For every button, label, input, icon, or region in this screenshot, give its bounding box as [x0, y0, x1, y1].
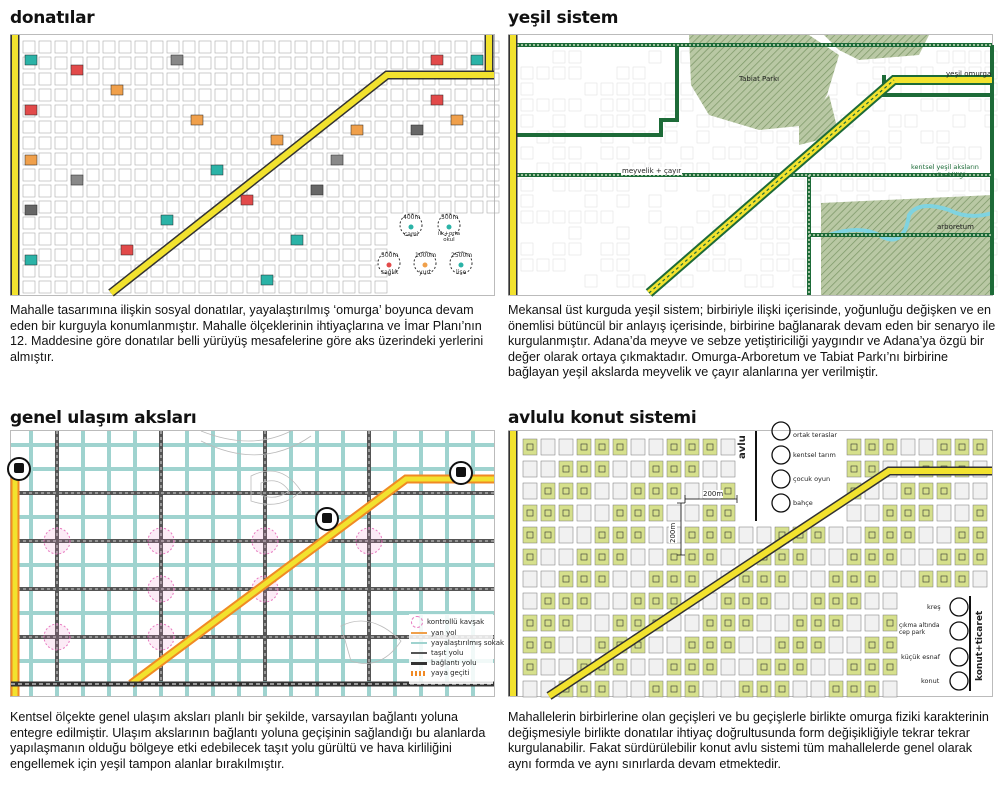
avlu-item-ortak-teraslar: ortak teraslar — [793, 431, 838, 439]
label-yesil-omurga: yeşil omurga — [946, 70, 992, 78]
legend-cami-label: cami — [404, 231, 419, 238]
dimension-vertical: 200m — [669, 522, 677, 543]
legend-saglik-label: sağlık — [381, 269, 399, 276]
yesil-title: yeşil sistem — [508, 8, 619, 28]
legend-lise-label: lise — [456, 269, 467, 276]
avlu-item-bahce: bahçe — [793, 499, 813, 507]
legend-kontrollu-kavsak: kontrollü kavşak — [411, 616, 484, 628]
legend-okul-distance: 500m — [441, 214, 459, 221]
avlu-side-label: avlu — [737, 435, 748, 459]
legend-yan-yol: yan yol — [411, 629, 456, 637]
label-tabiat-parki: Tabiat Parkı — [739, 75, 780, 83]
avlu-item-cocuk-oyun: çocuk oyun — [793, 475, 831, 483]
donatilar-title: donatılar — [10, 8, 95, 28]
legend-yaya-sokak: yayalaştırılmış sokak — [411, 639, 504, 647]
ulasim-description: Kentsel ölçekte genel ulaşım aksları planlı bir şekilde, varsayılan bağlantı yoluna entegre edilmiştir. Ulaşım akslarının bağlantı yoluna geçişinin sağlandığı bu alanlarda yapılaşmanın olduğu bölgeye etki edebilecek taşıt yolu gürültü ve hava kirliliğini engellemek için yeşil tampon alanlar bırakılmıştır. — [10, 710, 486, 771]
legend-tasit-yolu: taşıt yolu — [411, 649, 463, 657]
avlulu-description: Mahallelerin birbirlerine olan geçişleri ve bu geçişlerle birlikte omurga fiziki karakterinin değişmesiyle birlikte donatılar ihtiyaç doğrultusunda form değişikliğiyle tekrar tekrar kurgulanabilir. Fakat sürdürülebilir konut avlu sistemi tüm mahallelerde genel olarak aynı formda ve aynı sınırlarda devam etmektedir. — [508, 710, 989, 771]
legend-lise-distance: 2500m — [451, 252, 473, 259]
label-meyvelik: meyvelik + çayır — [622, 167, 682, 175]
kt-item-cikma: çıkma altında cep park — [899, 622, 940, 636]
legend-saglik-distance: 500m — [381, 252, 399, 259]
kt-item-konut: konut — [921, 677, 940, 685]
legend-yaya-geciti: yaya geçiti — [411, 669, 469, 677]
legend-yurt-label: yurt — [419, 269, 432, 276]
ulasim-map — [10, 430, 505, 697]
avlu-item-kentsel-tarim: kentsel tarım — [793, 451, 836, 459]
label-sureklilik: sürekliliği — [934, 171, 965, 179]
yesil-description: Mekansal üst kurguda yeşil sistem; birbiriyle ilişki içerisinde, yoğunluğu değişken ve en önemlisi bütüncül bir anlayış içerisinde, birbirine bağlanarak devam eden bir senaryo ile kurgulanmıştır. Adana’da meyve ve sebze yetiştiriciliği yaygındır ve Adana’ya özgü bir değer olarak ortaya çıkmaktadır. Omurga-Arboretum ve Tabiat Parkı’nı birbirine bağlayan yeşil akslarda meyvelik ve çayır alanlarına yer verilmiştir. — [508, 303, 996, 380]
legend-okul-label: ilk+orta okul — [437, 231, 460, 243]
label-arboretum: arboretum — [937, 223, 974, 231]
avlulu-map — [508, 430, 993, 697]
legend-yurt-distance: 1000m — [415, 252, 437, 259]
avlulu-title: avlulu konut sistemi — [508, 408, 697, 428]
konut-ticaret-side-label: konut+ticaret — [975, 610, 985, 681]
legend-baglanti-yolu: bağlantı yolu — [411, 659, 477, 667]
dimension-horizontal: 200m — [703, 490, 724, 498]
legend-cami-distance: 400m — [403, 214, 421, 221]
yesil-map — [508, 34, 993, 296]
kt-item-kres: kreş — [927, 603, 941, 611]
kt-item-kucuk-esnaf: küçük esnaf — [901, 653, 940, 661]
label-kentsel-yesil: kentsel yeşil aksların — [911, 163, 979, 171]
donatilar-description: Mahalle tasarımına ilişkin sosyal donatılar, yayalaştırılmış ‘omurga’ boyunca devam eden bir kurguyla konumlanmıştır. Mahalle ölçeklerinin ihtiyaçlarına ve İmar Planı’nın 12. Maddesine göre donatılar belli yürüyüş mesafelerine göre aks üzerindeki yerlerini almıştır. — [10, 303, 484, 364]
ulasim-title: genel ulaşım aksları — [10, 408, 197, 428]
donatilar-map — [10, 34, 495, 296]
